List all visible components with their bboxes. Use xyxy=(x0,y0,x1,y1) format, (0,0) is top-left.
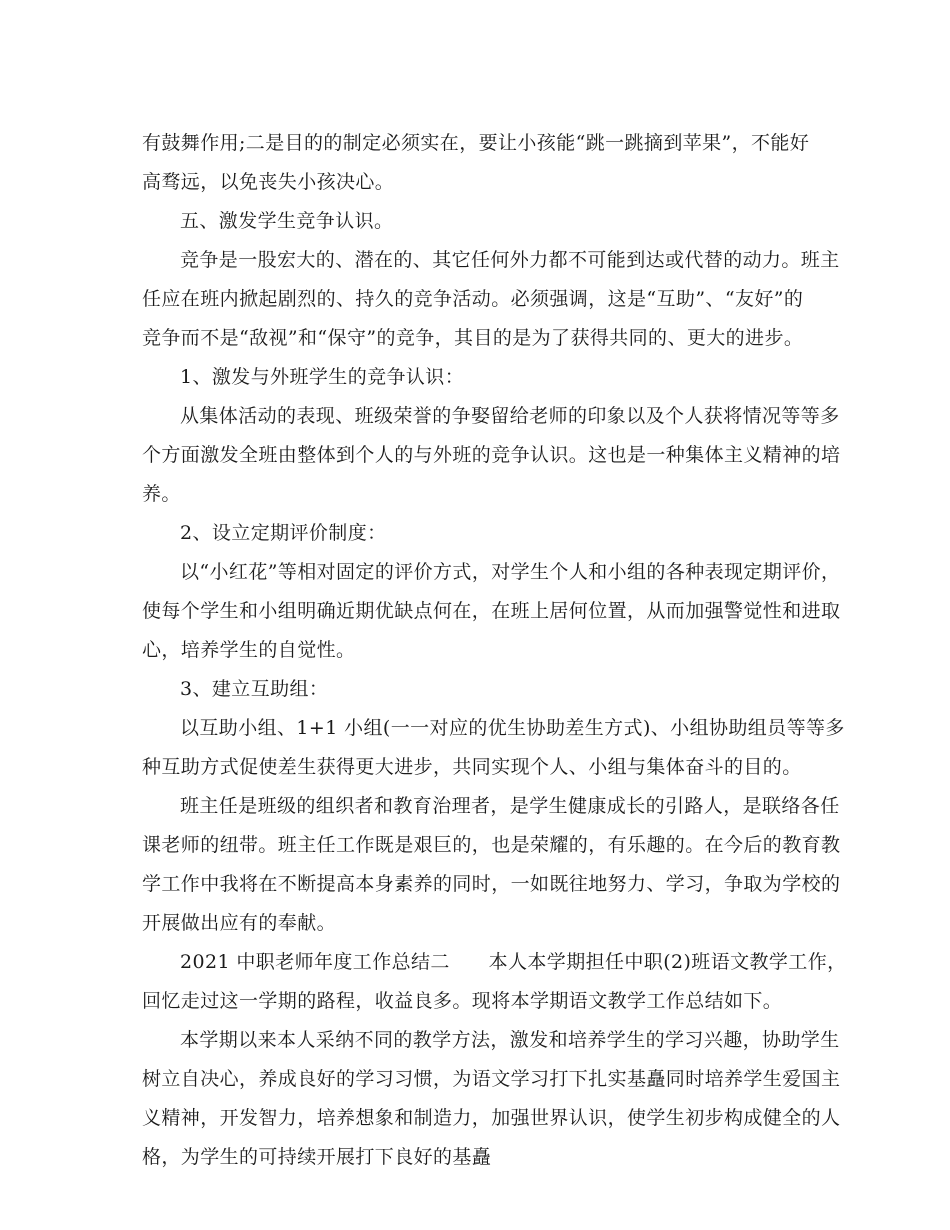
text-line-12: 以“小红花”等相对固定的评价方式，对学生个人和小组的各种表现定期评价， xyxy=(180,561,841,583)
text-line-6: 竞争而不是“敌视”和“保守”的竞争，其目的是为了获得共同的、更大的进步。 xyxy=(142,327,804,349)
text-line-20: 学工作中我将在不断提高本身素养的同时，一如既往地努力、学习，争取为学校的 xyxy=(142,873,841,895)
text-line-23: 回忆走过这一学期的路程，收益良多。现将本学期语文教学工作总结如下。 xyxy=(142,990,783,1012)
text-line-26: 义精神，开发智力，培养想象和制造力，加强世界认识，使学生初步构成健全的人 xyxy=(142,1107,841,1129)
text-line-24: 本学期以来本人采纳不同的教学方法，激发和培养学生的学习兴趣，协助学生 xyxy=(180,1029,840,1051)
text-line-8: 从集体活动的表现、班级荣誉的争娶留给老师的印象以及个人获将情况等等多 xyxy=(180,405,840,427)
text-line-18: 班主任是班级的组织者和教育治理者，是学生健康成长的引路人，是联络各任 xyxy=(180,795,840,817)
text-line-10: 养。 xyxy=(142,483,181,505)
text-line-22: 2021 中职老师年度工作总结二 本人本学期担任中职(2)班语文教学工作， xyxy=(180,951,847,973)
subheading-1: 1、激发与外班学生的竞争认识： xyxy=(180,366,465,388)
text-line-14: 心，培养学生的自觉性。 xyxy=(142,639,356,661)
text-line-27: 格，为学生的可持续开展打下良好的基矗 xyxy=(142,1146,492,1168)
text-line-25: 树立自决心，养成良好的学习习惯，为语文学习打下扎实基矗同时培养学生爱国主 xyxy=(142,1068,841,1090)
section-heading: 五、激发学生竞争认识。 xyxy=(180,210,394,232)
text-line-2: 高骛远，以免丧失小孩决心。 xyxy=(142,171,395,193)
text-line-17: 种互助方式促使差生获得更大进步，共同实现个人、小组与集体奋斗的目的。 xyxy=(142,756,802,778)
text-line-16: 以互助小组、1+1 小组(一一对应的优生协助差生方式)、小组协助组员等等多 xyxy=(180,717,845,739)
text-line-21: 开展做出应有的奉献。 xyxy=(142,912,337,934)
subheading-3: 3、建立互助组： xyxy=(180,678,329,700)
subheading-2: 2、设立定期评价制度： xyxy=(180,522,387,544)
text-line-5: 任应在班内掀起剧烈的、持久的竞争活动。必须强调，这是“互助”、“友好”的 xyxy=(142,288,804,310)
text-line-19: 课老师的纽带。班主任工作既是艰巨的，也是荣耀的，有乐趣的。在今后的教育教 xyxy=(142,834,841,856)
text-line-1: 有鼓舞作用;二是目的的制定必须实在，要让小孩能“跳一跳摘到苹果”，不能好 xyxy=(142,132,810,154)
text-line-4: 竞争是一股宏大的、潜在的、其它任何外力都不可能到达或代替的动力。班主 xyxy=(180,249,840,271)
text-line-9: 个方面激发全班由整体到个人的与外班的竞争认识。这也是一种集体主义精神的培 xyxy=(142,444,841,466)
text-line-13: 使每个学生和小组明确近期优缺点何在，在班上居何位置，从而加强警觉性和进取 xyxy=(142,600,841,622)
